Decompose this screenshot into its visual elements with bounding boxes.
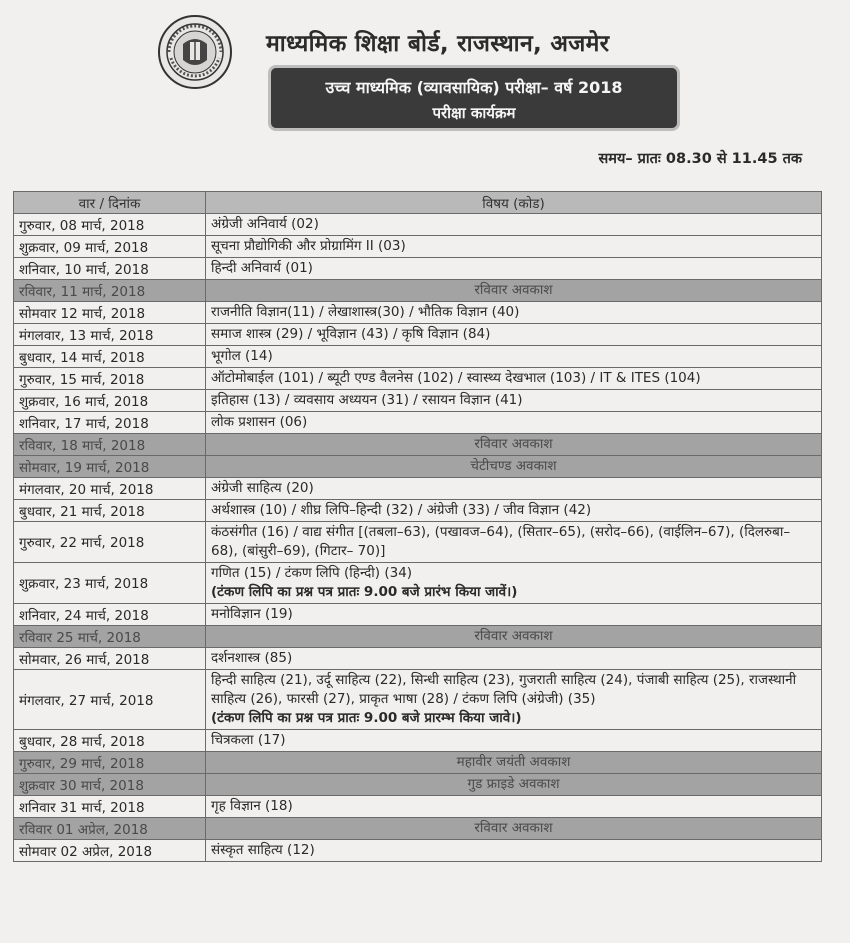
table-row bbox=[14, 522, 822, 563]
holiday-row bbox=[14, 280, 822, 302]
date-cell: शुक्रवार, 16 मार्च, 2018 bbox=[14, 390, 206, 412]
date-cell: सोमवार 02 अप्रेल, 2018 bbox=[14, 840, 206, 862]
subject-cell bbox=[206, 752, 822, 774]
holiday-row bbox=[14, 434, 822, 456]
subject-text: लोक प्रशासन (06) bbox=[211, 414, 308, 430]
table-row bbox=[14, 840, 822, 862]
holiday-label: रविवार अवकाश bbox=[474, 820, 553, 836]
subject-cell bbox=[206, 434, 822, 456]
holiday-label: चेटीचण्ड अवकाश bbox=[470, 458, 557, 474]
subject-cell bbox=[206, 796, 822, 818]
subject-text: हिन्दी अनिवार्य (01) bbox=[211, 260, 313, 276]
subject-cell bbox=[206, 626, 822, 648]
holiday-row bbox=[14, 626, 822, 648]
subject-cell bbox=[206, 478, 822, 500]
date-cell: रविवार 01 अप्रेल, 2018 bbox=[14, 818, 206, 840]
table-row bbox=[14, 500, 822, 522]
exam-note: (टंकण लिपि का प्रश्न पत्र प्रातः 9.00 बजे प्रारंभ किया जावें।) bbox=[211, 584, 518, 600]
subject-cell bbox=[206, 412, 822, 434]
table-row bbox=[14, 324, 822, 346]
board-seal-icon bbox=[157, 14, 233, 90]
header-date: वार / दिनांक bbox=[14, 192, 206, 214]
schedule-body bbox=[14, 214, 822, 862]
holiday-row bbox=[14, 456, 822, 478]
subject-cell bbox=[206, 346, 822, 368]
subject-text: अर्थशास्त्र (10) / शीघ्र लिपि–हिन्दी (32) / अंग्रेजी (33) / जीव विज्ञान (42) bbox=[211, 502, 592, 518]
date-cell: सोमवार, 19 मार्च, 2018 bbox=[14, 456, 206, 478]
holiday-label: रविवार अवकाश bbox=[474, 282, 553, 298]
holiday-label: गुड फ्राइडे अवकाश bbox=[467, 776, 560, 792]
date-cell: मंगलवार, 27 मार्च, 2018 bbox=[14, 670, 206, 730]
holiday-label: महावीर जयंती अवकाश bbox=[456, 754, 571, 770]
holiday-row bbox=[14, 818, 822, 840]
date-cell: शुक्रवार, 23 मार्च, 2018 bbox=[14, 563, 206, 604]
subject-text: इतिहास (13) / व्यवसाय अध्ययन (31) / रसायन विज्ञान (41) bbox=[211, 392, 523, 408]
subject-cell bbox=[206, 522, 822, 563]
subject-cell bbox=[206, 774, 822, 796]
table-row bbox=[14, 478, 822, 500]
subject-cell bbox=[206, 840, 822, 862]
table-row bbox=[14, 670, 822, 730]
exam-note: (टंकण लिपि का प्रश्न पत्र प्रातः 9.00 बजे प्रारम्भ किया जावे।) bbox=[211, 710, 522, 726]
subject-cell bbox=[206, 258, 822, 280]
date-cell: गुरुवार, 29 मार्च, 2018 bbox=[14, 752, 206, 774]
program-label: परीक्षा कार्यक्रम bbox=[432, 104, 516, 122]
subject-cell bbox=[206, 390, 822, 412]
subject-cell bbox=[206, 670, 822, 730]
subject-cell bbox=[206, 236, 822, 258]
subject-text: अंग्रेजी साहित्य (20) bbox=[211, 480, 314, 496]
subject-text: समाज शास्त्र (29) / भूविज्ञान (43) / कृषि विज्ञान (84) bbox=[211, 326, 491, 342]
subject-cell bbox=[206, 324, 822, 346]
date-cell: बुधवार, 21 मार्च, 2018 bbox=[14, 500, 206, 522]
subject-cell bbox=[206, 648, 822, 670]
table-row bbox=[14, 346, 822, 368]
subject-cell bbox=[206, 730, 822, 752]
subject-cell bbox=[206, 214, 822, 236]
table-row bbox=[14, 390, 822, 412]
date-cell: शनिवार, 17 मार्च, 2018 bbox=[14, 412, 206, 434]
table-row bbox=[14, 302, 822, 324]
table-row bbox=[14, 796, 822, 818]
subject-cell bbox=[206, 818, 822, 840]
holiday-label: रविवार अवकाश bbox=[474, 628, 553, 644]
date-cell: शुक्रवार 30 मार्च, 2018 bbox=[14, 774, 206, 796]
table-row bbox=[14, 368, 822, 390]
subject-cell bbox=[206, 500, 822, 522]
subject-cell bbox=[206, 280, 822, 302]
date-cell: रविवार, 18 मार्च, 2018 bbox=[14, 434, 206, 456]
subject-cell bbox=[206, 604, 822, 626]
board-title: माध्यमिक शिक्षा बोर्ड, राजस्थान, अजमेर bbox=[266, 31, 610, 57]
table-row bbox=[14, 648, 822, 670]
table-header-row bbox=[14, 192, 822, 214]
subject-text: चित्रकला (17) bbox=[211, 732, 286, 748]
subject-cell bbox=[206, 563, 822, 604]
date-cell: मंगलवार, 20 मार्च, 2018 bbox=[14, 478, 206, 500]
schedule-table bbox=[13, 191, 822, 862]
subject-text: मनोविज्ञान (19) bbox=[211, 606, 293, 622]
holiday-row bbox=[14, 752, 822, 774]
subject-text: ऑटोमोबाईल (101) / ब्यूटी एण्ड वैलनेस (102) / स्वास्थ्य देखभाल (103) / IT & ITES (104) bbox=[211, 370, 701, 386]
date-cell: शुक्रवार, 09 मार्च, 2018 bbox=[14, 236, 206, 258]
subject-text: भूगोल (14) bbox=[211, 348, 273, 364]
date-cell: बुधवार, 14 मार्च, 2018 bbox=[14, 346, 206, 368]
date-cell: गुरुवार, 08 मार्च, 2018 bbox=[14, 214, 206, 236]
subject-text: दर्शनशास्त्र (85) bbox=[211, 650, 293, 666]
table-row bbox=[14, 604, 822, 626]
date-cell: शनिवार 31 मार्च, 2018 bbox=[14, 796, 206, 818]
table-row bbox=[14, 563, 822, 604]
table-row bbox=[14, 412, 822, 434]
subject-cell bbox=[206, 368, 822, 390]
table-row bbox=[14, 236, 822, 258]
date-cell: गुरुवार, 22 मार्च, 2018 bbox=[14, 522, 206, 563]
date-cell: गुरुवार, 15 मार्च, 2018 bbox=[14, 368, 206, 390]
exam-timing: समय– प्रातः 08.30 से 11.45 तक bbox=[598, 151, 802, 167]
header-subject: विषय (कोड) bbox=[206, 192, 822, 214]
subject-text: अंग्रेजी अनिवार्य (02) bbox=[211, 216, 319, 232]
subject-text: गृह विज्ञान (18) bbox=[211, 798, 293, 814]
date-cell: मंगलवार, 13 मार्च, 2018 bbox=[14, 324, 206, 346]
date-cell: शनिवार, 10 मार्च, 2018 bbox=[14, 258, 206, 280]
exam-banner bbox=[268, 65, 680, 131]
subject-text: राजनीति विज्ञान(11) / लेखाशास्त्र(30) / भौतिक विज्ञान (40) bbox=[211, 304, 520, 320]
subject-cell bbox=[206, 456, 822, 478]
date-cell: सोमवार 12 मार्च, 2018 bbox=[14, 302, 206, 324]
subject-text: हिन्दी साहित्य (21), उर्दू साहित्य (22), सिन्धी साहित्य (23), गुजराती साहित्य (24), पंजाबी साहित्य (25), राजस्थानी साहित्य (26), फारसी (27), प्राकृत भाषा (28) / टंकण लिपि (अंग्रेजी) (35) bbox=[211, 672, 797, 707]
subject-text: संस्कृत साहित्य (12) bbox=[211, 842, 315, 858]
table-row bbox=[14, 258, 822, 280]
date-cell: बुधवार, 28 मार्च, 2018 bbox=[14, 730, 206, 752]
holiday-label: रविवार अवकाश bbox=[474, 436, 553, 452]
exam-title: उच्च माध्यमिक (व्यावसायिक) परीक्षा– वर्ष 2018 bbox=[325, 78, 623, 97]
holiday-row bbox=[14, 774, 822, 796]
date-cell: रविवार, 11 मार्च, 2018 bbox=[14, 280, 206, 302]
subject-text: सूचना प्रौद्योगिकी और प्रोग्रामिंग II (03) bbox=[211, 238, 406, 254]
table-row bbox=[14, 730, 822, 752]
date-cell: रविवार 25 मार्च, 2018 bbox=[14, 626, 206, 648]
table-row bbox=[14, 214, 822, 236]
date-cell: शनिवार, 24 मार्च, 2018 bbox=[14, 604, 206, 626]
date-cell: सोमवार, 26 मार्च, 2018 bbox=[14, 648, 206, 670]
subject-text: गणित (15) / टंकण लिपि (हिन्दी) (34) bbox=[211, 565, 413, 581]
subject-text: कंठसंगीत (16) / वाद्य संगीत [(तबला–63), (पखावज–64), (सितार–65), (सरोद–66), (वाईलिन–67), (दिलरुबा–68), (बांसुरी–69), (गिटार– 70)] bbox=[211, 524, 791, 559]
subject-cell bbox=[206, 302, 822, 324]
